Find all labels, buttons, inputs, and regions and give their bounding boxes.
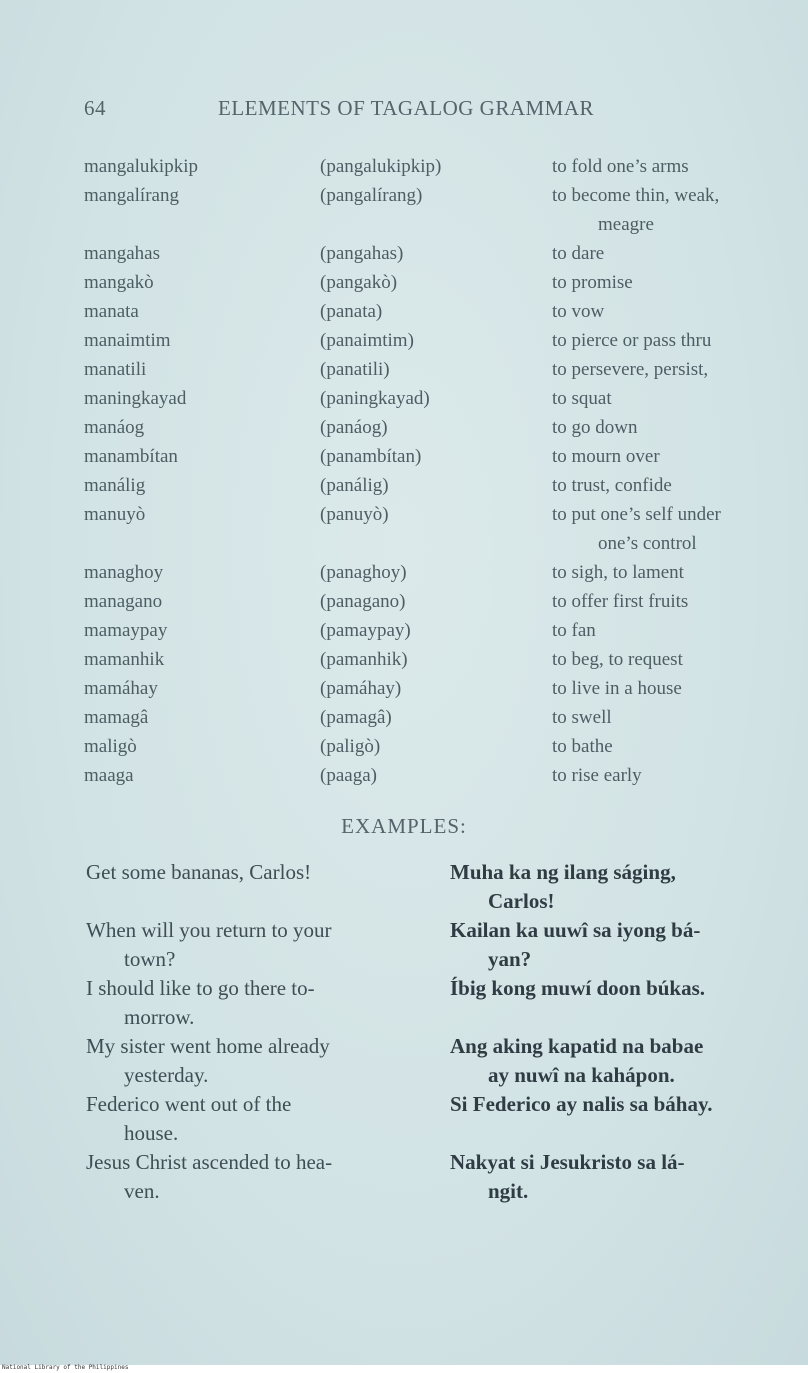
tagalog-sentence <box>450 1090 780 1119</box>
root-form: (pangakò) <box>320 272 398 293</box>
meaning-line: one’s control <box>598 533 697 554</box>
meaning <box>552 674 780 703</box>
tagalog-sentence <box>450 858 780 916</box>
root-form: (pamagâ) <box>320 707 392 728</box>
vocab-row <box>84 587 784 616</box>
verb-form: manata <box>84 301 139 322</box>
meaning <box>552 268 780 297</box>
verb-form: mamagâ <box>84 707 149 728</box>
meaning <box>552 761 780 790</box>
verb-form: mamáhay <box>84 678 158 699</box>
vocab-row <box>84 326 784 355</box>
root-form: (panaghoy) <box>320 562 407 583</box>
meaning <box>552 297 780 326</box>
meaning-line: to offer first fruits <box>552 591 689 612</box>
tagalog-line: Nakyat si Jesukristo sa lá- <box>450 1150 685 1174</box>
english-line: morrow. <box>124 1005 195 1029</box>
verb-form: mamanhik <box>84 649 165 670</box>
meaning-line: to dare <box>552 243 605 264</box>
meaning-line: to sigh, to lament <box>552 562 684 583</box>
vocab-row <box>84 181 784 239</box>
english-line: My sister went home already <box>86 1034 330 1058</box>
root-form: (pangalírang) <box>320 185 423 206</box>
meaning-line: to persevere, persist, <box>552 359 709 380</box>
verb-form: manaimtim <box>84 330 171 351</box>
meaning <box>552 471 780 500</box>
verb-form: mamaypay <box>84 620 168 641</box>
verb-form: managhoy <box>84 562 164 583</box>
vocab-row <box>84 239 784 268</box>
examples-list <box>86 858 780 1206</box>
meaning <box>552 558 780 587</box>
page-number: 64 <box>84 96 106 120</box>
meaning-line: to put one’s self under <box>552 504 721 525</box>
english-line: town? <box>124 947 176 971</box>
meaning <box>552 703 780 732</box>
meaning-line: to live in a house <box>552 678 682 699</box>
meaning-line: to promise <box>552 272 633 293</box>
vocab-row <box>84 645 784 674</box>
tagalog-line: Ang aking kapatid na babae <box>450 1034 704 1058</box>
meaning-line: to swell <box>552 707 612 728</box>
tagalog-line: Muha ka ng ilang ságing, <box>450 860 676 884</box>
root-form: (panuyò) <box>320 504 389 525</box>
verb-form: managano <box>84 591 163 612</box>
english-sentence <box>86 1032 438 1090</box>
meaning <box>552 500 780 558</box>
meaning <box>552 239 780 268</box>
root-form: (paligò) <box>320 736 381 757</box>
english-line: Jesus Christ ascended to hea- <box>86 1150 333 1174</box>
meaning <box>552 152 780 181</box>
vocab-row <box>84 558 784 587</box>
example-pair <box>86 1032 780 1090</box>
english-line: ven. <box>124 1179 160 1203</box>
root-form: (paningkayad) <box>320 388 430 409</box>
meaning-line: meagre <box>598 214 654 235</box>
meaning-line: to squat <box>552 388 612 409</box>
vocabulary-list <box>84 152 784 790</box>
english-sentence <box>86 974 438 1032</box>
vocab-row <box>84 674 784 703</box>
english-line: yesterday. <box>124 1063 209 1087</box>
meaning <box>552 413 780 442</box>
page-header <box>84 96 768 126</box>
meaning-line: to bathe <box>552 736 613 757</box>
root-form: (panambítan) <box>320 446 422 467</box>
meaning <box>552 326 780 355</box>
meaning-line: to beg, to request <box>552 649 683 670</box>
vocab-row <box>84 616 784 645</box>
tagalog-sentence <box>450 1032 780 1090</box>
example-pair <box>86 1090 780 1148</box>
english-line: Federico went out of the <box>86 1092 292 1116</box>
vocab-row <box>84 297 784 326</box>
tagalog-line: ay nuwî na kahápon. <box>488 1063 675 1087</box>
root-form: (panaimtim) <box>320 330 414 351</box>
root-form: (panáog) <box>320 417 388 438</box>
vocab-row <box>84 268 784 297</box>
meaning <box>552 384 780 413</box>
tagalog-line: yan? <box>488 947 532 971</box>
root-form: (panagano) <box>320 591 406 612</box>
example-pair <box>86 916 780 974</box>
example-pair <box>86 1148 780 1206</box>
tagalog-line: Íbig kong muwí doon búkas. <box>450 976 706 1000</box>
meaning-line: to become thin, weak, <box>552 185 720 206</box>
tagalog-sentence <box>450 916 780 974</box>
root-form: (pamanhik) <box>320 649 408 670</box>
meaning <box>552 645 780 674</box>
verb-form: manálig <box>84 475 146 496</box>
running-title: ELEMENTS OF TAGALOG GRAMMAR <box>218 96 595 120</box>
meaning-line: to vow <box>552 301 605 322</box>
tagalog-line: Si Federico ay nalis sa báhay. <box>450 1092 713 1116</box>
tagalog-line: ngit. <box>488 1179 529 1203</box>
tagalog-sentence <box>450 974 780 1003</box>
root-form: (pamáhay) <box>320 678 402 699</box>
root-form: (pamaypay) <box>320 620 411 641</box>
vocab-row <box>84 732 784 761</box>
english-sentence <box>86 858 438 887</box>
library-credit: National Library of the Philippines <box>2 1364 129 1371</box>
verb-form: mangalírang <box>84 185 179 206</box>
verb-form: mangalukipkip <box>84 156 198 177</box>
meaning <box>552 732 780 761</box>
root-form: (paaga) <box>320 765 377 786</box>
meaning-line: to rise early <box>552 765 642 786</box>
english-sentence <box>86 1090 438 1148</box>
root-form: (panatili) <box>320 359 390 380</box>
english-line: When will you return to your <box>86 918 332 942</box>
example-pair <box>86 974 780 1032</box>
meaning-line: to pierce or pass thru <box>552 330 712 351</box>
root-form: (pangahas) <box>320 243 404 264</box>
meaning-line: to fold one’s arms <box>552 156 689 177</box>
verb-form: maligò <box>84 736 137 757</box>
english-sentence <box>86 1148 438 1206</box>
meaning-line: to trust, confide <box>552 475 672 496</box>
english-line: house. <box>124 1121 179 1145</box>
meaning <box>552 616 780 645</box>
verb-form: mangakò <box>84 272 154 293</box>
verb-form: manuyò <box>84 504 146 525</box>
verb-form: manatili <box>84 359 147 380</box>
vocab-row <box>84 703 784 732</box>
examples-heading: EXAMPLES: <box>341 814 467 838</box>
example-pair <box>86 858 780 916</box>
footer-bar <box>0 1365 808 1373</box>
vocab-row <box>84 413 784 442</box>
meaning-line: to fan <box>552 620 596 641</box>
english-sentence <box>86 916 438 974</box>
verb-form: manáog <box>84 417 145 438</box>
vocab-row <box>84 761 784 790</box>
meaning <box>552 442 780 471</box>
vocab-row <box>84 471 784 500</box>
meaning <box>552 355 780 384</box>
vocab-row <box>84 384 784 413</box>
meaning-line: to mourn over <box>552 446 660 467</box>
verb-form: manambítan <box>84 446 178 467</box>
vocab-row <box>84 500 784 558</box>
english-line: I should like to go there to- <box>86 976 315 1000</box>
vocab-row <box>84 152 784 181</box>
root-form: (panálig) <box>320 475 389 496</box>
verb-form: mangahas <box>84 243 160 264</box>
meaning-line: to go down <box>552 417 638 438</box>
tagalog-sentence <box>450 1148 780 1206</box>
vocab-row <box>84 442 784 471</box>
root-form: (panata) <box>320 301 383 322</box>
verb-form: maaga <box>84 765 134 786</box>
meaning <box>552 587 780 616</box>
root-form: (pangalukipkip) <box>320 156 442 177</box>
tagalog-line: Carlos! <box>488 889 555 913</box>
verb-form: maningkayad <box>84 388 187 409</box>
vocab-row <box>84 355 784 384</box>
meaning <box>552 181 780 239</box>
english-line: Get some bananas, Carlos! <box>86 860 312 884</box>
tagalog-line: Kailan ka uuwî sa iyong bá- <box>450 918 701 942</box>
